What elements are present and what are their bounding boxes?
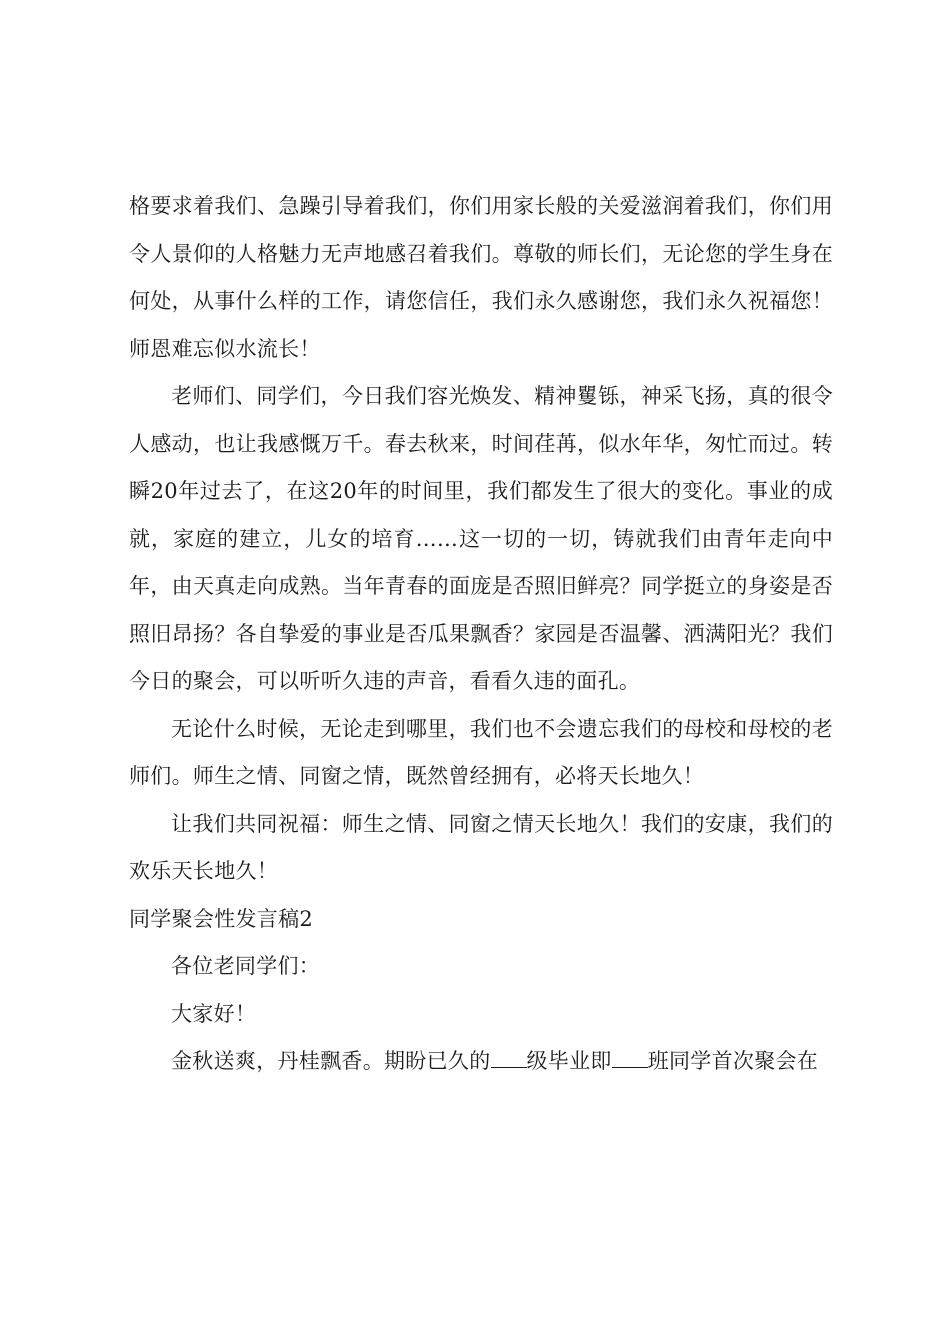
fill-in-blank-1 xyxy=(491,1049,527,1068)
fill-in-blank-2 xyxy=(612,1049,648,1068)
paragraph-3: 无论什么时候，无论走到哪里，我们也不会遗忘我们的母校和母校的老师们。师生之情、同窗之情，既然曾经拥有，必将天长地久！ xyxy=(129,716,833,788)
paragraph-last-part3: 班同学首次聚会在 xyxy=(647,1049,819,1073)
paragraph-last-part2: 级毕业即 xyxy=(526,1049,612,1073)
paragraph-1: 格要求着我们、急躁引导着我们，你们用家长般的关爱滋润着我们，你们用令人景仰的人格魅力无声地感召着我们。尊敬的师长们，无论您的学生身在何处，从事什么样的工作，请您信任，我们永久感谢您，我们永久祝福您！师恩难忘似水流长！ xyxy=(129,194,833,361)
paragraph-4: 让我们共同祝福：师生之情、同窗之情天长地久！我们的安康，我们的欢乐天长地久！ xyxy=(129,811,833,883)
hello-line: 大家好！ xyxy=(171,1001,257,1026)
document-body xyxy=(129,183,833,1086)
paragraph-2: 老师们、同学们，今日我们容光焕发、精神矍铄，神采飞扬，真的很令人感动，也让我感慨万千。春去秋来，时间荏苒，似水年华，匆忙而过。转瞬20年过去了，在这20年的时间里，我们都发生了很大的变化。事业的成就，家庭的建立，儿女的培育……这一切的一切，铸就我们由青年走向中年，由天真走向成熟。当年青春的面庞是否照旧鲜亮？同学挺立的身姿是否照旧昂扬？各自挚爱的事业是否瓜果飘香？家园是否温馨、洒满阳光？我们今日的聚会，可以听听久违的声音，看看久违的面孔。 xyxy=(129,384,833,693)
paragraph-last-part1: 金秋送爽，丹桂飘香。期盼已久的 xyxy=(171,1049,491,1073)
section-title: 同学聚会性发言稿2 xyxy=(129,906,314,931)
paragraph-last xyxy=(129,1038,833,1086)
greeting: 各位老同学们： xyxy=(171,954,321,978)
